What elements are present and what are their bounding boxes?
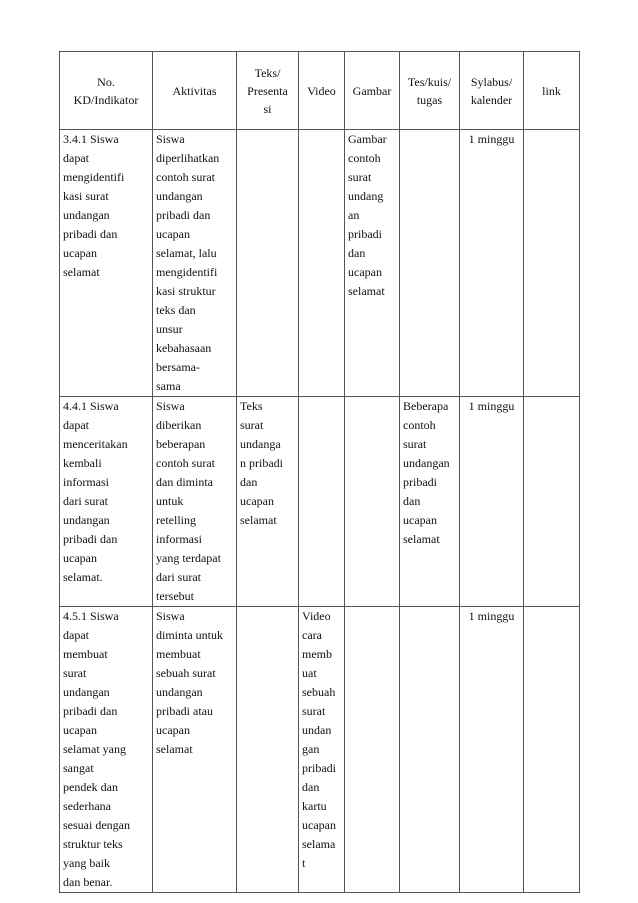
cell-text-line: dan — [403, 494, 421, 508]
cell-text-line: Sylabus/ — [470, 74, 513, 89]
cell-link — [524, 607, 580, 893]
cell-text-line: 4.4.1 Siswa — [63, 399, 119, 413]
cell-text-line: dan benar. — [63, 875, 113, 889]
cell-text-line: ucapan — [63, 551, 97, 565]
cell-aktivitas — [153, 607, 237, 893]
cell-text-line: yang baik — [63, 856, 110, 870]
cell-text-line: t — [302, 856, 306, 870]
cell-gambar — [345, 397, 400, 607]
header-link — [524, 52, 580, 130]
cell-text-line: surat — [240, 418, 264, 432]
cell-tes — [400, 607, 460, 893]
cell-text-line: dapat — [63, 418, 89, 432]
cell-sylabus — [460, 397, 524, 607]
cell-text-line: teks dan — [156, 303, 196, 317]
cell-text-line: 1 minggu — [468, 609, 515, 623]
cell-text-line: Gambar — [352, 83, 392, 98]
cell-text-line: contoh surat — [156, 170, 215, 184]
cell-text-line: membuat — [63, 647, 108, 661]
cell-text-line: beberapan — [156, 437, 206, 451]
cell-text-line: kebahasaan — [156, 341, 212, 355]
cell-text-line: kembali — [63, 456, 102, 470]
cell-text-line: sangat — [63, 761, 94, 775]
cell-text-line: 1 minggu — [468, 399, 515, 413]
cell-text-line: memb — [302, 647, 332, 661]
cell-text-line: contoh — [348, 151, 381, 165]
cell-text-line: undan — [302, 723, 332, 737]
cell-text-line: pribadi dan — [63, 227, 118, 241]
cell-gambar — [345, 607, 400, 893]
cell-text-line: tersebut — [156, 589, 194, 603]
header-row — [60, 52, 580, 130]
table-row — [60, 397, 580, 607]
cell-text-line: mengidentifi — [63, 170, 125, 184]
cell-text-line: pendek dan — [63, 780, 118, 794]
cell-text-line: ucapan — [348, 265, 382, 279]
cell-text-line: ucapan — [63, 723, 97, 737]
cell-text-line: diperlihatkan — [156, 151, 220, 165]
cell-text-line: undangan — [156, 685, 203, 699]
cell-text-line: Aktivitas — [172, 83, 217, 98]
cell-text-line: informasi — [63, 475, 109, 489]
cell-text-line: n pribadi — [240, 456, 283, 470]
cell-text-line: an — [348, 208, 360, 222]
cell-text-line: tugas — [416, 92, 443, 107]
cell-tes — [400, 397, 460, 607]
cell-text-line: kartu — [302, 799, 327, 813]
cell-text-line: surat — [403, 437, 427, 451]
cell-text-line: Siswa — [156, 399, 185, 413]
cell-text-line: membuat — [156, 647, 201, 661]
cell-text-line: 4.5.1 Siswa — [63, 609, 119, 623]
cell-aktivitas — [153, 397, 237, 607]
header-video — [299, 52, 345, 130]
activity-table — [59, 51, 580, 893]
cell-text-line: undangan — [63, 513, 110, 527]
cell-text-line: Teks — [240, 399, 263, 413]
cell-text-line: dapat — [63, 628, 89, 642]
cell-text-line: uat — [302, 666, 317, 680]
cell-text-line: ucapan — [63, 246, 97, 260]
cell-text-line: dari surat — [63, 494, 108, 508]
cell-text-line: untuk — [156, 494, 184, 508]
cell-kd — [60, 607, 153, 893]
cell-text-line: undangan — [156, 189, 203, 203]
cell-text-line: ucapan — [156, 723, 190, 737]
cell-text-line: unsur — [156, 322, 183, 336]
cell-text-line: 1 minggu — [468, 132, 515, 146]
header-tes-kuis-tugas — [400, 52, 460, 130]
cell-text-line: selamat. — [63, 570, 103, 584]
cell-text-line: ucapan — [156, 227, 190, 241]
cell-text-line: dapat — [63, 151, 89, 165]
cell-text-line: pribadi atau — [156, 704, 213, 718]
cell-text-line: dari surat — [156, 570, 201, 584]
cell-text-line: bersama- — [156, 360, 200, 374]
cell-teks — [237, 130, 299, 397]
cell-link — [524, 397, 580, 607]
cell-text-line: kasi struktur — [156, 284, 216, 298]
cell-text-line: 3.4.1 Siswa — [63, 132, 119, 146]
cell-teks — [237, 397, 299, 607]
cell-text-line: selamat, lalu — [156, 246, 217, 260]
cell-text-line: gan — [302, 742, 320, 756]
header-kd-indikator — [60, 52, 153, 130]
cell-video — [299, 130, 345, 397]
cell-teks — [237, 607, 299, 893]
cell-text-line: dan diminta — [156, 475, 213, 489]
cell-text-line: sederhana — [63, 799, 111, 813]
cell-text-line: dan — [348, 246, 366, 260]
cell-video — [299, 397, 345, 607]
cell-text-line: cara — [302, 628, 322, 642]
cell-sylabus — [460, 130, 524, 397]
cell-text-line: pribadi — [403, 475, 437, 489]
header-aktivitas — [153, 52, 237, 130]
table-row — [60, 130, 580, 397]
cell-text-line: ucapan — [302, 818, 336, 832]
cell-text-line: selamat yang — [63, 742, 126, 756]
cell-text-line: sama — [156, 379, 181, 393]
table-row — [60, 607, 580, 893]
cell-text-line: pribadi — [302, 761, 336, 775]
cell-text-line: selamat — [63, 265, 100, 279]
cell-sylabus — [460, 607, 524, 893]
header-teks-presentasi — [237, 52, 299, 130]
cell-text-line: selamat — [348, 284, 385, 298]
cell-text-line: sebuah surat — [156, 666, 216, 680]
cell-text-line: menceritakan — [63, 437, 128, 451]
cell-text-line: link — [542, 83, 561, 98]
cell-text-line: dan — [302, 780, 320, 794]
cell-text-line: Teks/ — [254, 65, 281, 80]
cell-text-line: dan — [240, 475, 258, 489]
cell-kd — [60, 397, 153, 607]
cell-text-line: Gambar — [348, 132, 387, 146]
header-sylabus-kalender — [460, 52, 524, 130]
cell-text-line: surat — [302, 704, 326, 718]
cell-text-line: Presenta — [247, 83, 288, 98]
cell-text-line: selamat — [403, 532, 440, 546]
cell-text-line: Beberapa — [403, 399, 449, 413]
cell-video — [299, 607, 345, 893]
cell-text-line: No. — [97, 74, 115, 89]
cell-text-line: kalender — [470, 92, 513, 107]
cell-text-line: contoh surat — [156, 456, 215, 470]
cell-text-line: struktur teks — [63, 837, 123, 851]
cell-text-line: pribadi — [348, 227, 382, 241]
cell-text-line: pribadi dan — [63, 532, 118, 546]
cell-text-line: selama — [302, 837, 336, 851]
cell-text-line: retelling — [156, 513, 196, 527]
cell-gambar — [345, 130, 400, 397]
cell-text-line: sebuah — [302, 685, 336, 699]
cell-text-line: ucapan — [240, 494, 274, 508]
cell-kd — [60, 130, 153, 397]
cell-text-line: Siswa — [156, 609, 185, 623]
cell-text-line: undanga — [240, 437, 281, 451]
cell-text-line: Video — [302, 609, 331, 623]
cell-text-line: informasi — [156, 532, 202, 546]
cell-text-line: selamat — [240, 513, 277, 527]
cell-text-line: Siswa — [156, 132, 185, 146]
cell-text-line: surat — [348, 170, 372, 184]
cell-aktivitas — [153, 130, 237, 397]
cell-text-line: undangan — [403, 456, 450, 470]
cell-text-line: ucapan — [403, 513, 437, 527]
cell-text-line: yang terdapat — [156, 551, 221, 565]
cell-text-line: diminta untuk — [156, 628, 223, 642]
cell-text-line: mengidentifi — [156, 265, 218, 279]
cell-text-line: KD/Indikator — [73, 92, 139, 107]
cell-text-line: undangan — [63, 685, 110, 699]
cell-text-line: Tes/kuis/ — [407, 74, 452, 89]
cell-text-line: diberikan — [156, 418, 202, 432]
cell-text-line: si — [263, 101, 272, 116]
cell-text-line: surat — [63, 666, 87, 680]
header-gambar — [345, 52, 400, 130]
cell-text-line: undang — [348, 189, 384, 203]
cell-text-line: pribadi dan — [63, 704, 118, 718]
cell-text-line: contoh — [403, 418, 436, 432]
cell-text-line: kasi surat — [63, 189, 109, 203]
cell-tes — [400, 130, 460, 397]
cell-text-line: undangan — [63, 208, 110, 222]
cell-text-line: Video — [307, 83, 336, 98]
cell-text-line: selamat — [156, 742, 193, 756]
cell-link — [524, 130, 580, 397]
cell-text-line: pribadi dan — [156, 208, 211, 222]
cell-text-line: sesuai dengan — [63, 818, 130, 832]
